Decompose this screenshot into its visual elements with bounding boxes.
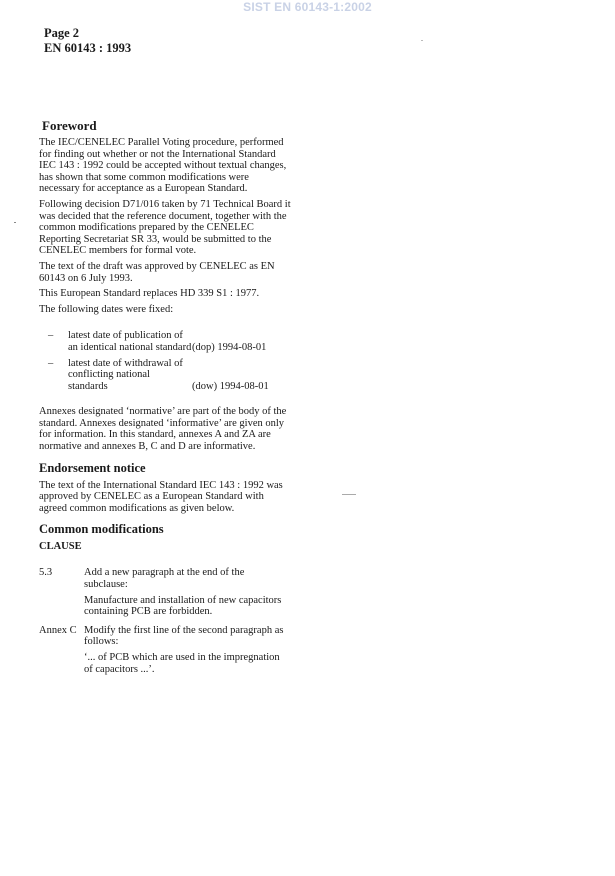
modification-body <box>84 567 284 621</box>
modifications-list <box>39 567 291 679</box>
foreword-paragraph: Following decision D71/016 taken by 71 Technical Board it was decided that the reference document, together with the common modifications prepared by the CENELEC Reporting Secretariat SR 33, would be submitted to the CENELEC members for formal vote. <box>39 198 291 257</box>
date-item-dop <box>39 330 291 353</box>
scan-speck <box>342 494 356 495</box>
modification-item <box>39 625 291 679</box>
modification-instruction: Add a new paragraph at the end of the subclause: <box>84 567 245 591</box>
modification-instruction: Modify the first line of the second paragraph as follows: <box>84 624 284 648</box>
foreword-paragraph: The following dates were fixed: <box>39 303 174 315</box>
clause-label: CLAUSE <box>39 541 82 553</box>
page-number: Page 2 <box>44 26 80 40</box>
date-description: latest date of publication of an identical national standard <box>68 330 192 353</box>
scan-speck <box>421 40 423 41</box>
modification-content: ‘... of PCB which are used in the impregnation of capacitors ...’. <box>84 652 280 675</box>
date-value: (dop) 1994-08-01 <box>192 341 267 353</box>
foreword-heading: Foreword <box>42 118 97 133</box>
modification-content: Manufacture and installation of new capacitors containing PCB are forbidden. <box>84 594 282 618</box>
scan-speck <box>14 222 16 223</box>
page-header <box>44 26 131 55</box>
endorsement-text: The text of the International Standard IEC 143 : 1992 was approved by CENELEC as a European Standard with agreed common modifications as given below. <box>39 479 283 514</box>
date-item-dow <box>39 358 291 393</box>
modifications-heading: Common modifications <box>39 522 164 537</box>
foreword-paragraph: This European Standard replaces HD 339 S1 : 1977. <box>39 288 260 300</box>
standard-number: EN 60143 : 1993 <box>44 40 132 55</box>
date-value: (dow) 1994-08-01 <box>192 380 269 392</box>
foreword-paragraph: The IEC/CENELEC Parallel Voting procedure, performed for finding out whether or not the International Standard IEC 143 : 1992 could be accepted without textual changes, has shown that some common modifications were necessary for acceptance as a European Standard. <box>39 137 287 195</box>
main-column <box>39 118 291 682</box>
date-description: latest date of withdrawal of conflicting national standards <box>68 357 183 392</box>
list-dash: – <box>48 330 54 342</box>
modification-body <box>84 625 284 679</box>
foreword-section <box>39 137 291 315</box>
annex-note: Annexes designated ‘normative’ are part of the body of the standard. Annexes designated ‘informative’ are given only for information. In this standard, annexes A and ZA are normative and annexes B, C and D are informative. <box>39 406 287 453</box>
list-dash: – <box>48 357 54 369</box>
endorsement-heading: Endorsement notice <box>39 460 146 475</box>
modification-item <box>39 567 291 621</box>
modification-clause: Annex C <box>39 624 77 636</box>
modification-clause: 5.3 <box>39 567 53 579</box>
foreword-paragraph: The text of the draft was approved by CENELEC as EN 60143 on 6 July 1993. <box>39 260 275 284</box>
dates-list <box>39 330 291 392</box>
document-watermark: SIST EN 60143-1:2002 <box>243 0 372 14</box>
